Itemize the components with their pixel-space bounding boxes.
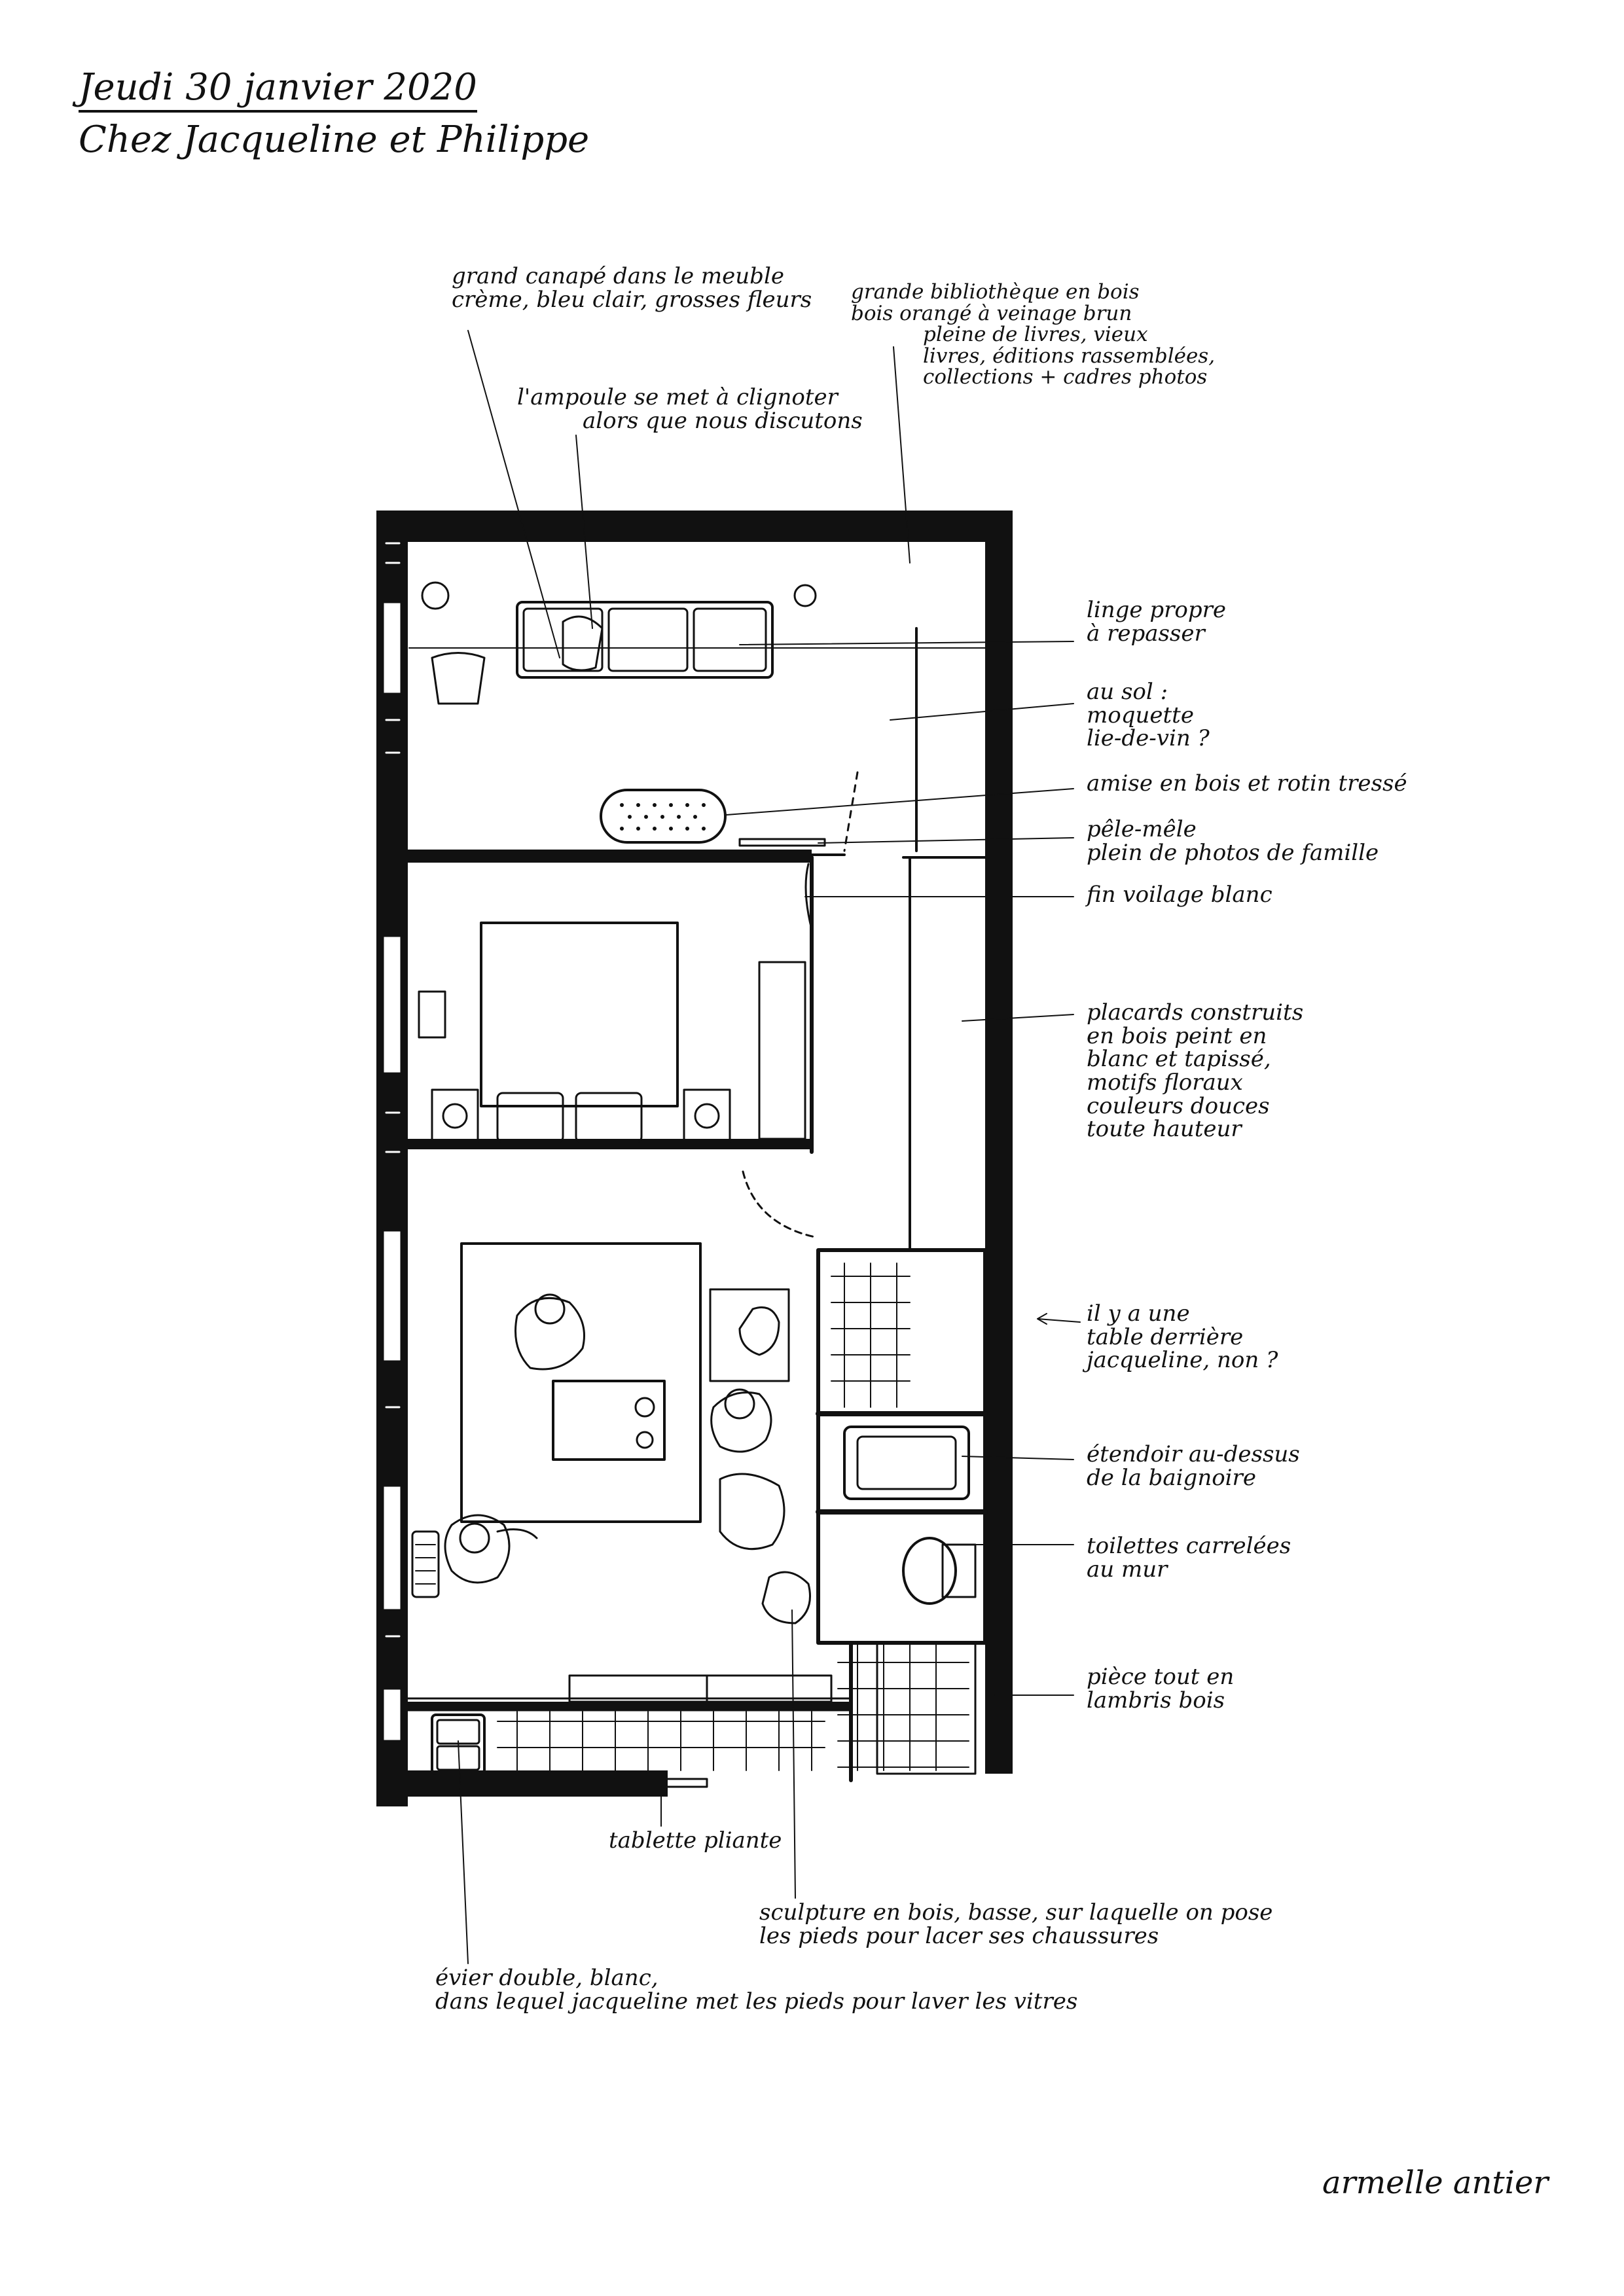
photo-frame-rail (740, 839, 825, 846)
date-title: Jeudi 30 janvier 2020 (79, 69, 477, 113)
wall-living-bedroom (406, 850, 812, 863)
note-bulb: l'ampoule se met à clignoter alors que nous discutons (517, 384, 863, 434)
wall-left (376, 511, 408, 1806)
note-toilets: toilettes carrelées au mur (1087, 1533, 1291, 1583)
person-left (445, 1515, 509, 1583)
leader-table (1038, 1319, 1080, 1322)
note-sculpture: sculpture en bois, basse, sur laquelle on pose les pieds pour lacer ses chaussures (759, 1899, 1273, 1949)
note-chest: amise en bois et rotin tressé (1087, 770, 1407, 797)
leader-dryer (962, 1456, 1074, 1460)
bed (481, 923, 677, 1106)
leader-photos (818, 838, 1074, 843)
pillow-left (497, 1093, 563, 1142)
toilet (903, 1538, 956, 1604)
kitchen-tiles (497, 1712, 825, 1770)
note-table: il y a une table derrière jacqueline, non ? (1087, 1300, 1278, 1374)
leader-closets (962, 1014, 1074, 1021)
armchair-2 (720, 1474, 784, 1549)
leader-sofa (468, 331, 560, 658)
artist-signature: armelle antier (1322, 2164, 1549, 2201)
wall-bedroom-bottom (406, 1139, 812, 1149)
window-left-5 (383, 1689, 401, 1741)
window-left-2 (383, 936, 401, 1073)
wall-top (380, 511, 1011, 542)
note-panel: pièce tout en lambris bois (1087, 1664, 1235, 1713)
note-dryer: étendoir au-dessus de la baignoire (1087, 1441, 1300, 1491)
note-closets: placards construits en bois peint en blanc et tapissé, motifs floraux couleurs douces toute hauteur (1087, 999, 1304, 1143)
note-photos: pêle-mêle plein de photos de famille (1087, 816, 1379, 866)
person-top (516, 1298, 585, 1369)
window-left-3 (383, 1230, 401, 1361)
note-shelf: tablette pliante (609, 1827, 782, 1854)
note-sink: évier double, blanc, dans lequel jacqueline met les pieds pour laver les vitres (435, 1965, 1078, 2015)
place-title: Chez Jacqueline et Philippe (79, 118, 590, 161)
note-bookcase: grande bibliothèque en bois bois orangé à veinage brun pleine de livres, vieux livres, éditions rassemblées, collections + cadres photos (851, 280, 1216, 389)
leader-sculpture (792, 1610, 795, 1898)
note-laundry: linge propre à repasser (1087, 597, 1226, 647)
radiator (412, 1532, 439, 1597)
window-left-1 (383, 602, 401, 694)
window-left-4 (383, 1486, 401, 1610)
person-right (712, 1393, 771, 1452)
note-sofa: grand canapé dans le meuble crème, bleu clair, grosses fleurs (452, 263, 812, 313)
note-veil: fin voilage blanc (1087, 882, 1272, 908)
note-floor: au sol : moquette lie-de-vin ? (1087, 679, 1210, 752)
leader-laundry (740, 641, 1074, 645)
wall-right (985, 511, 1013, 1774)
leader-chest (727, 789, 1074, 815)
sofa (517, 602, 772, 677)
sculpture-stool (763, 1572, 810, 1623)
pillow-right (576, 1093, 641, 1142)
